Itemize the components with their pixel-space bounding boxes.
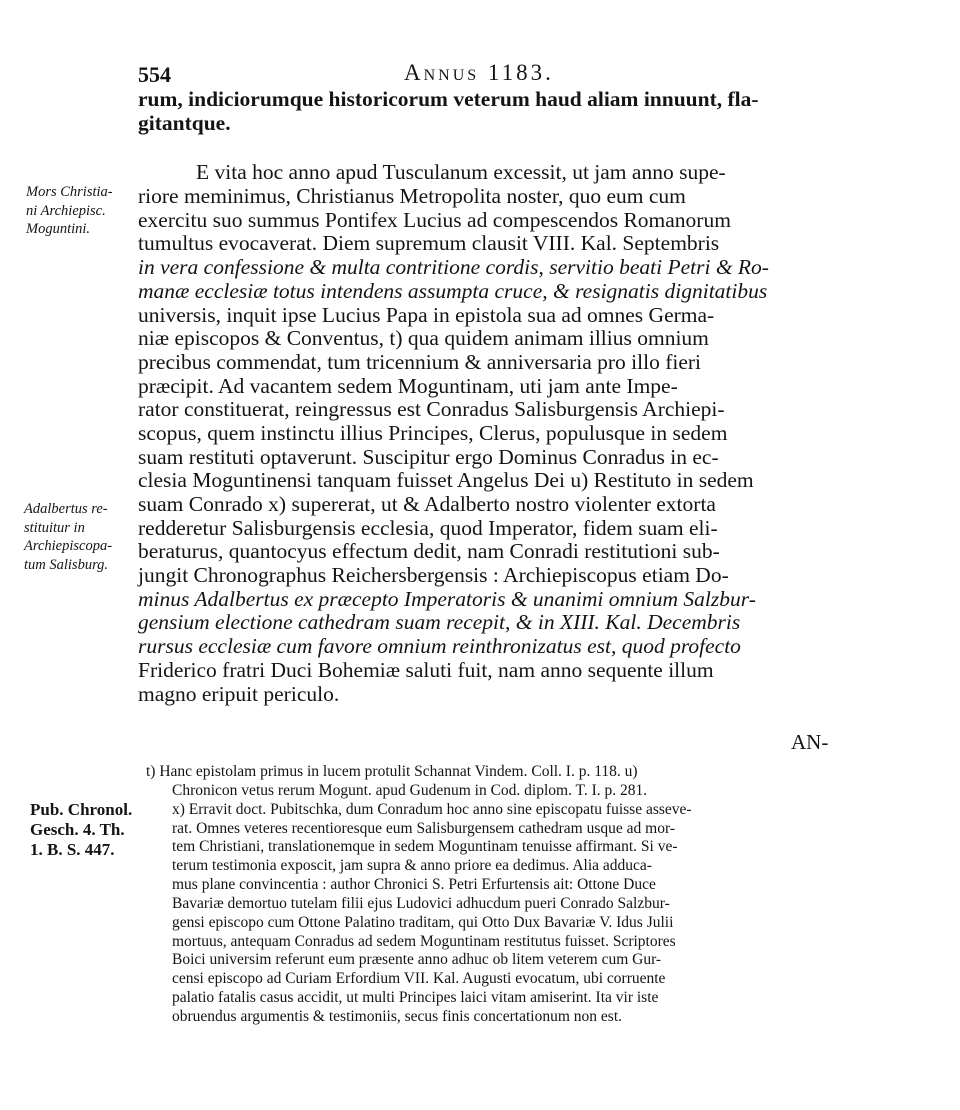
- text-line: gitantque.: [138, 110, 231, 135]
- running-head: Annus 1183.: [404, 60, 554, 85]
- text-line: suam restituti optaverunt. Suscipitur ergo Dominus Conradus in ec-: [138, 444, 719, 469]
- margin-note-line: tum Salisburg.: [24, 556, 109, 573]
- margin-note-line: Moguntini.: [26, 221, 91, 237]
- text-line: redderetur Salisburgensis ecclesia, quod Imperator, fidem suam eli-: [138, 515, 718, 540]
- margin-note-line: Archiepiscopa-: [24, 538, 113, 554]
- text-line: scopus, quem instinctu illius Principes, Clerus, populusque in sedem: [138, 420, 728, 445]
- footnote-line: Bavariæ demortuo tutelam filii ejus Ludovici adhucdum pueri Conrado Salzbur-: [172, 894, 670, 912]
- text-line: precibus commendat, tum tricennium & anniversaria pro illo fieri: [138, 349, 702, 374]
- margin-reference-pubitschka: [30, 800, 132, 860]
- main-text: [138, 88, 850, 706]
- text-line: clesia Moguntinensi tanquam fuisset Angelus Dei u) Restituto in sedem: [138, 468, 754, 493]
- footnote-line: censi episcopo ad Curiam Erfordium VII. Kal. Augusti evocatum, ubi corruente: [172, 970, 666, 988]
- margin-ref-line: Pub. Chronol.: [30, 800, 133, 819]
- margin-note-line: Mors Christia-: [26, 184, 113, 200]
- text-line: minus Adalbertus ex præcepto Imperatoris & unanimi omnium Salzbur-: [138, 586, 756, 611]
- footnote-line: Boici universim referunt eum præsente anno adhuc ob litem veterem cum Gur-: [172, 951, 662, 969]
- catchword: AN-: [791, 730, 829, 754]
- footnote-line: obruendus argumentis & testimoniis, secus finis concertationum non est.: [172, 1007, 623, 1025]
- text-line: universis, inquit ipse Lucius Papa in epistola sua ad omnes Germa-: [138, 302, 715, 327]
- footnotes: [138, 763, 854, 1027]
- text-line: rator constituerat, reingressus est Conradus Salisburgensis Archiepi-: [138, 397, 725, 422]
- text-line: niæ episcopos & Conventus, t) qua quidem animam illius omnium: [138, 326, 709, 351]
- footnote-line: palatio fatalis casus accidit, ut multi Principes laici vitam amiserint. Ita vir iste: [172, 989, 659, 1007]
- margin-note-mors-christiani: [26, 183, 113, 239]
- text-line: manæ ecclesiæ totus intendens assumpta cruce, & resignatis dignitatibus: [138, 278, 768, 303]
- text-line: rum, indiciorumque historicorum veterum haud aliam innuunt, fla-: [138, 87, 759, 111]
- footnote-line: gensi episcopo cum Ottone Palatino traditam, qui Otto Dux Bavariæ V. Idus Julii: [172, 913, 674, 931]
- margin-note-line: Adalbertus re-: [24, 501, 108, 517]
- footnote-line: rat. Omnes veteres recentioresque eum Salisburgensem cathedram usque ad mor-: [172, 819, 675, 837]
- text-line: suam Conrado x) supererat, ut & Adalberto nostro violenter extorta: [138, 492, 716, 516]
- text-line: rursus ecclesiæ cum favore omnium reinthronizatus est, quod profecto: [138, 634, 741, 659]
- text-line: in vera confessione & multa contritione cordis, servitio beati Petri & Ro-: [138, 255, 769, 280]
- text-line: gensium electione cathedram suam recepit, & in XIII. Kal. Decembris: [138, 610, 741, 635]
- footnote-line: mus plane convincentia : author Chronici S. Petri Erfurtensis ait: Ottone Duce: [172, 876, 656, 894]
- page-number: 554: [138, 62, 171, 87]
- footnote-line: x) Erravit doct. Pubitschka, dum Conradum hoc anno sine episcopatu fuisse asseve-: [172, 800, 692, 818]
- footnote-line: tem Christiani, translationemque in sedem Moguntinam tenuisse affirmant. Si ve-: [172, 838, 678, 856]
- text-line: magno eripuit periculo.: [138, 681, 340, 706]
- margin-ref-line: Gesch. 4. Th.: [30, 820, 125, 839]
- text-line: tumultus evocaverat. Diem supremum clausit VIII. Kal. Septembris: [138, 231, 720, 256]
- margin-ref-line: 1. B. S. 447.: [30, 840, 115, 859]
- text-line: jungit Chronographus Reichersbergensis : Archiepiscopus etiam Do-: [138, 563, 729, 588]
- text-line: riore meminimus, Christianus Metropolita noster, quo eum cum: [138, 184, 686, 209]
- text-line: præcipit. Ad vacantem sedem Moguntinam, uti jam ante Impe-: [138, 373, 678, 398]
- text-line: Friderico fratri Duci Bohemiæ saluti fuit, nam anno sequente illum: [138, 657, 714, 682]
- margin-note-adalbertus: [24, 500, 112, 574]
- footnote-line: terum testimonia exposcit, jam supra & anno priore ea dedimus. Alia adduca-: [172, 857, 652, 875]
- footnote-line: mortuus, antequam Conradus ad sedem Moguntinam restitutus fuisset. Scriptores: [172, 932, 676, 950]
- paragraph-gap: [138, 135, 850, 161]
- margin-note-line: ni Archiepisc.: [26, 202, 106, 219]
- text-line: E vita hoc anno apud Tusculanum excessit, ut jam anno supe-: [196, 160, 726, 185]
- margin-note-line: stituitur in: [24, 519, 85, 536]
- text-line: beraturus, quantocyus effectum dedit, nam Conradi restitutioni sub-: [138, 539, 720, 564]
- footnote-line: Chronicon vetus rerum Mogunt. apud Gudenum in Cod. diplom. T. I. p. 281.: [172, 781, 648, 799]
- text-line: exercitu suo summus Pontifex Lucius ad compescendos Romanorum: [138, 207, 731, 232]
- footnote-line: t) Hanc epistolam primus in lucem protulit Schannat Vindem. Coll. I. p. 118. u): [146, 763, 638, 780]
